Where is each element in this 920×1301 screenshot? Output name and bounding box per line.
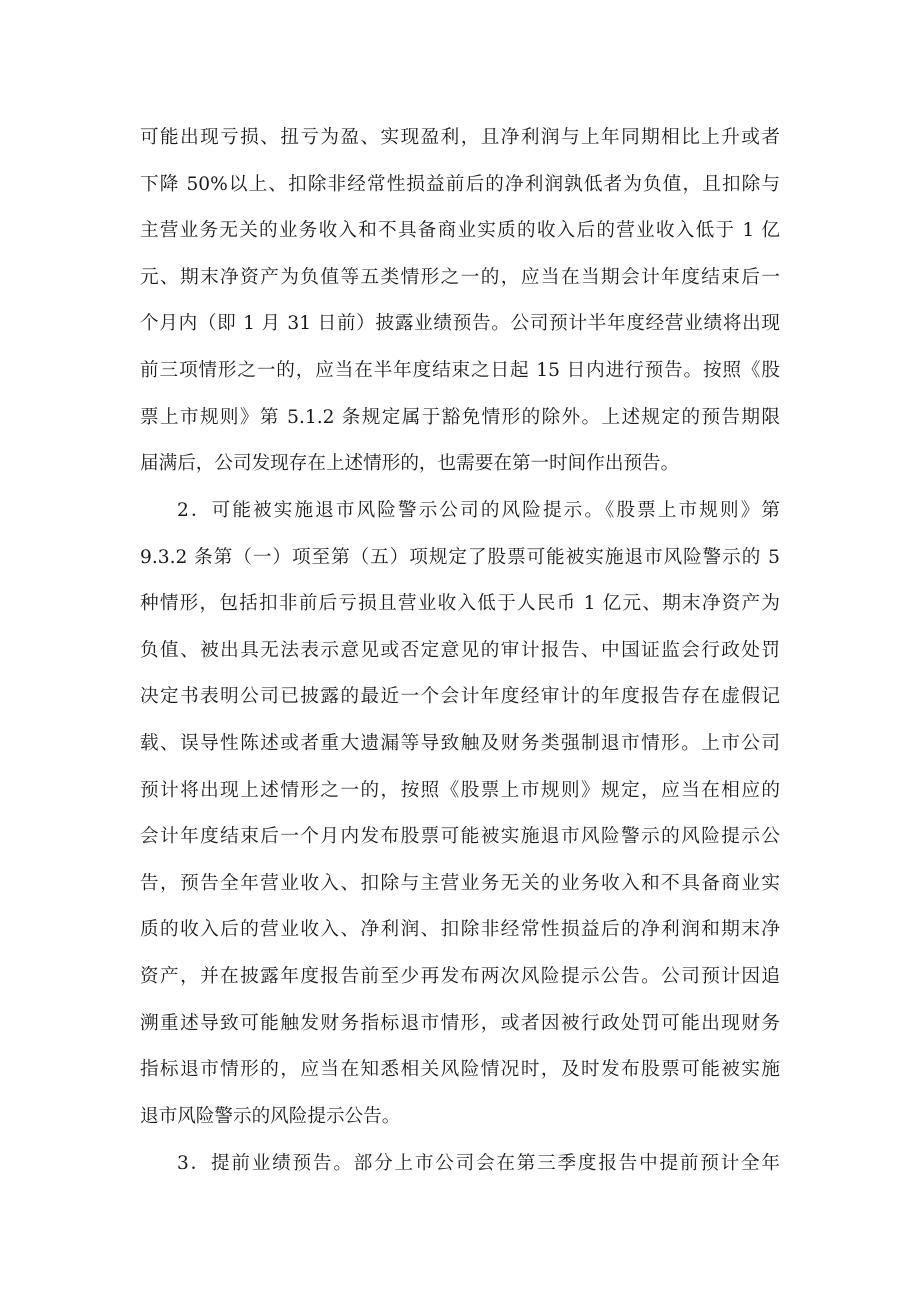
text-line: 种情形，包括扣非前后亏损且营业收入低于人民币 1 亿元、期末净资产为 xyxy=(140,593,780,615)
paragraph-3 xyxy=(140,1141,780,1188)
text-line: 决定书表明公司已披露的最近一个会计年度经审计的年度报告存在虚假记 xyxy=(140,686,780,708)
text-line: 3．提前业绩预告。部分上市公司会在第三季度报告中提前预计全年 xyxy=(177,1153,780,1174)
paragraph-2 xyxy=(140,488,780,1140)
text-line: 资产，并在披露年度报告前至少再发布两次风险提示公告。公司预计因追 xyxy=(140,965,780,987)
text-line: 质的收入后的营业收入、净利润、扣除非经常性损益后的净利润和期末净 xyxy=(140,919,780,941)
text-line: 元、期末净资产为负值等五类情形之一的，应当在当期会计年度结束后一 xyxy=(140,266,780,288)
text-line: 届满后，公司发现存在上述情形的，也需要在第一时间作出预告。 xyxy=(140,453,680,475)
text-line: 主营业务无关的业务收入和不具备商业实质的收入后的营业收入低于 1 亿 xyxy=(140,220,780,242)
text-line: 可能出现亏损、扭亏为盈、实现盈利，且净利润与上年同期相比上升或者 xyxy=(140,127,780,148)
text-line: 下降 50%以上、扣除非经常性损益前后的净利润孰低者为负值，且扣除与 xyxy=(140,173,780,195)
paragraph-1 xyxy=(140,115,780,488)
text-line: 个月内（即 1 月 31 日前）披露业绩预告。公司预计半年度经营业绩将出现 xyxy=(140,313,780,335)
text-line: 2．可能被实施退市风险警示公司的风险提示。《股票上市规则》第 xyxy=(177,500,780,521)
text-line: 票上市规则》第 5.1.2 条规定属于豁免情形的除外。上述规定的预告期限 xyxy=(140,406,780,428)
text-line: 前三项情形之一的，应当在半年度结束之日起 15 日内进行预告。按照《股 xyxy=(140,359,780,381)
text-line: 负值、被出具无法表示意见或否定意见的审计报告、中国证监会行政处罚 xyxy=(140,639,780,661)
text-line: 载、误导性陈述或者重大遗漏等导致触及财务类强制退市情形。上市公司 xyxy=(140,732,780,754)
text-line: 会计年度结束后一个月内发布股票可能被实施退市风险警示的风险提示公 xyxy=(140,826,780,848)
text-line: 指标退市情形的，应当在知悉相关风险情况时，及时发布股票可能被实施 xyxy=(140,1059,780,1081)
text-line: 溯重述导致可能触发财务指标退市情形，或者因被行政处罚可能出现财务 xyxy=(140,1012,780,1034)
text-line: 预计将出现上述情形之一的，按照《股票上市规则》规定，应当在相应的 xyxy=(140,779,780,801)
text-line: 9.3.2 条第（一）项至第（五）项规定了股票可能被实施退市风险警示的 5 xyxy=(140,546,780,568)
text-line: 告，预告全年营业收入、扣除与主营业务无关的业务收入和不具备商业实 xyxy=(140,872,780,894)
text-line: 退市风险警示的风险提示公告。 xyxy=(140,1105,401,1127)
